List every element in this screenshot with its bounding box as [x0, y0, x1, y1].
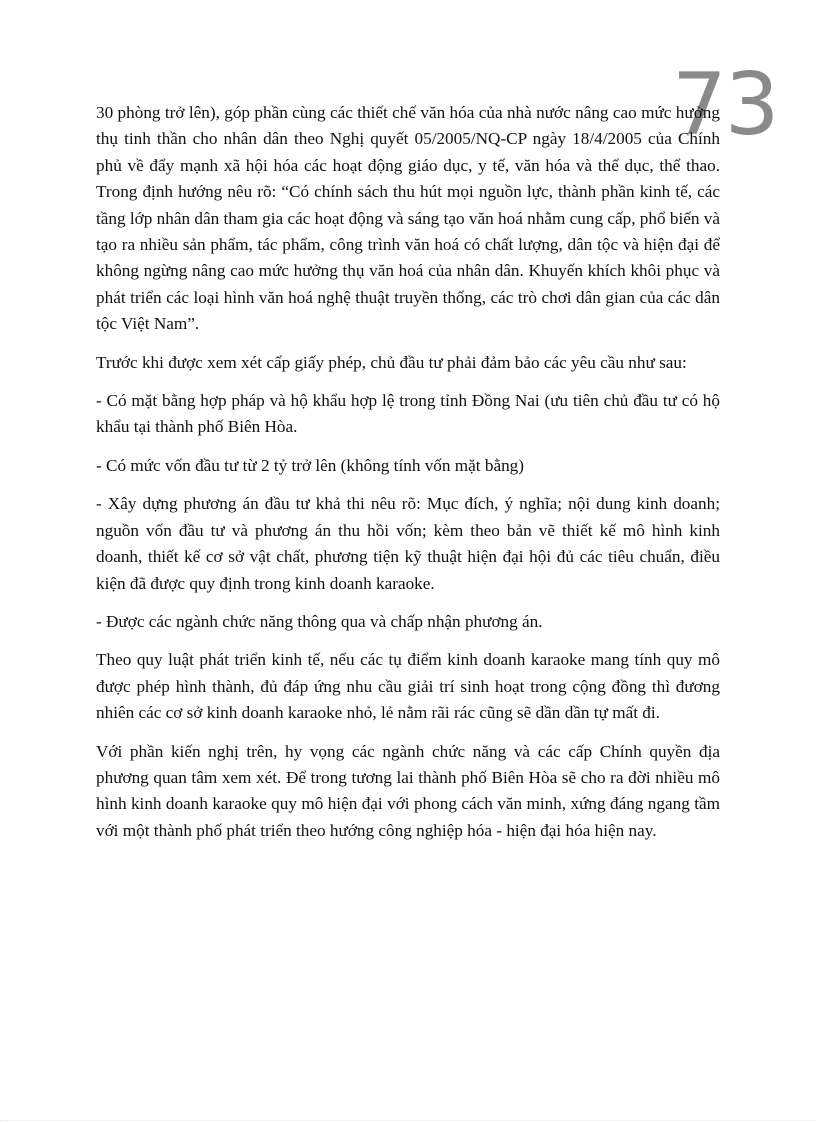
list-item-premises: - Có mặt bằng hợp pháp và hộ khẩu hợp lệ trong tỉnh Đồng Nai (ưu tiên chủ đầu tư có hộ khẩu tại thành phố Biên Hòa. — [96, 391, 720, 437]
list-item-capital: - Có mức vốn đầu tư từ 2 tỷ trở lên (không tính vốn mặt bằng) — [96, 455, 524, 475]
document-body — [96, 100, 720, 856]
paragraph-intro: 30 phòng trở lên), góp phần cùng các thiết chế văn hóa của nhà nước nâng cao mức hưởng thụ tinh thần cho nhân dân theo Nghị quyết 05/2005/NQ-CP ngày 18/4/2005 của Chính phủ về đẩy mạnh xã hội hóa các hoạt động giáo dục, y tế, văn hóa và thể dục, thể thao. Trong định hướng nêu rõ: “Có chính sách thu hút mọi nguồn lực, thành phần kinh tế, các tầng lớp nhân dân tham gia các hoạt động và sáng tạo văn hoá nhằm cung cấp, phổ biến và tạo ra nhiều sản phẩm, tác phẩm, công trình văn hoá có chất lượng, dân tộc và hiện đại để không ngừng nâng cao mức hưởng thụ văn hoá của nhân dân. Khuyến khích khôi phục và phát triển các loại hình văn hoá nghệ thuật truyền thống, các trò chơi dân gian của các dân tộc Việt Nam”. — [96, 103, 720, 334]
paragraph-economic-law: Theo quy luật phát triển kinh tế, nếu các tụ điểm kinh doanh karaoke mang tính quy mô được phép hình thành, đủ đáp ứng nhu cầu giải trí sinh hoạt trong cộng đồng thì đương nhiên các cơ sở kinh doanh karaoke nhỏ, lẻ nằm rãi rác cũng sẽ dần dần tự mất đi. — [96, 650, 720, 723]
paragraph-requirements-lead: Trước khi được xem xét cấp giấy phép, chủ đầu tư phải đảm bảo các yêu cầu như sau: — [96, 352, 687, 372]
paragraph-conclusion: Với phần kiến nghị trên, hy vọng các ngành chức năng và các cấp Chính quyền địa phương quan tâm xem xét. Để trong tương lai thành phố Biên Hòa sẽ cho ra đời nhiều mô hình kinh doanh karaoke quy mô hiện đại với phong cách văn minh, xứng đáng ngang tầm với một thành phố phát triển theo hướng công nghiệp hóa - hiện đại hóa hiện nay. — [96, 741, 720, 840]
page-bottom-divider — [0, 1120, 816, 1121]
page-number: 73 — [672, 55, 778, 155]
list-item-approval: - Được các ngành chức năng thông qua và chấp nhận phương án. — [96, 611, 543, 631]
list-item-investment-plan: - Xây dựng phương án đầu tư khả thi nêu rõ: Mục đích, ý nghĩa; nội dung kinh doanh; nguồn vốn đầu tư và phương án thu hồi vốn; kèm theo bản vẽ thiết kế mô hình kinh doanh, thiết kế cơ sở vật chất, phương tiện kỹ thuật hiện đại hội đủ các tiêu chuẩn, điều kiện đã được quy định trong kinh doanh karaoke. — [96, 494, 720, 593]
